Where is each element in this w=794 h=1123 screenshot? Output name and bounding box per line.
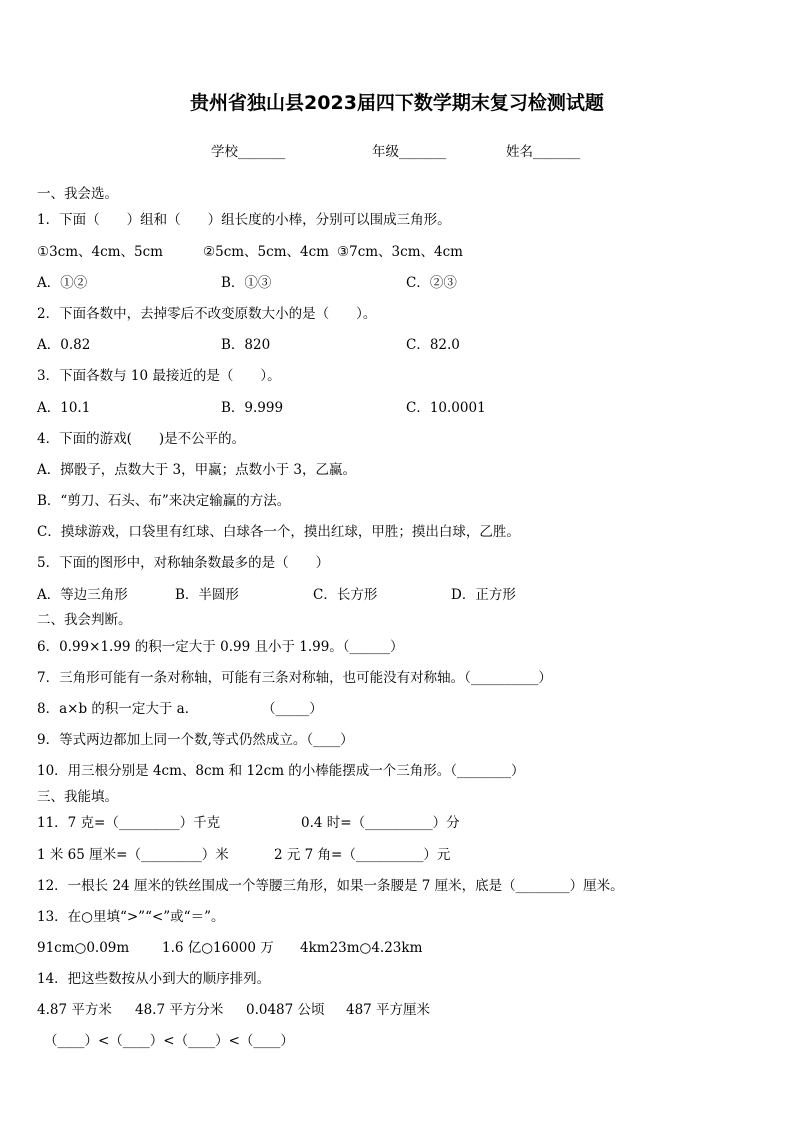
q5-option-a: A．等边三角形 (37, 587, 128, 603)
q3-option-a: A．10.1 (37, 400, 91, 416)
q14-item-2: 48.7 平方分米 (135, 1002, 224, 1018)
q1-group-3: ③7cm、3cm、4cm (337, 244, 463, 260)
school-field: 学校_______ (211, 144, 286, 160)
q13-item-2: 1.6 亿○16000 万 (162, 940, 274, 956)
q1-option-c: C．②③ (406, 275, 457, 291)
q4-stem: 4．下面的游戏( )是不公平的。 (37, 431, 246, 447)
name-field: 姓名_______ (506, 144, 581, 160)
q11-c: 1 米 65 厘米=（_________）米 (37, 847, 229, 863)
q14-item-4: 487 平方厘米 (346, 1002, 431, 1018)
q11-b: 0.4 时=（__________）分 (301, 815, 460, 831)
q8-blank: （_____） (262, 701, 323, 717)
q2-stem: 2．下面各数中，去掉零后不改变原数大小的是（ ）。 (37, 306, 377, 322)
q4-option-c: C．摸球游戏，口袋里有红球、白球各一个，摸出红球，甲胜；摸出白球，乙胜。 (37, 524, 520, 540)
q2-option-b: B．820 (221, 337, 271, 353)
q6: 6．0.99×1.99 的积一定大于 0.99 且小于 1.99。（______） (37, 639, 404, 655)
q3-option-c: C．10.0001 (406, 400, 486, 416)
q3-options (37, 396, 486, 416)
q11-d: 2 元 7 角=（__________）元 (274, 847, 451, 863)
q5-stem: 5．下面的图形中，对称轴条数最多的是（ ） (37, 555, 330, 571)
q9: 9．等式两边都加上同一个数,等式仍然成立。（____） (37, 732, 354, 748)
q3-option-b: B．9.999 (221, 400, 284, 416)
q14-item-3: 0.0487 公顷 (246, 1002, 325, 1018)
q1-group-2: ②5cm、5cm、4cm (203, 244, 329, 260)
q8 (37, 697, 323, 717)
q11-a: 11．7 克=（_________）千克 (37, 815, 221, 831)
q3-stem: 3．下面各数与 10 最接近的是（ ）。 (37, 368, 281, 384)
q14-items (37, 998, 430, 1018)
q14-stem: 14．把这些数按从小到大的顺序排列。 (37, 971, 271, 987)
section-heading-3: 三、我能填。 (37, 789, 118, 805)
q13-item-1: 91cm○0.09m (37, 940, 130, 956)
q13-item-3: 4km23m○4.23km (300, 940, 423, 956)
q13-stem: 13．在○里填“>”“<”或“＝”。 (37, 909, 225, 925)
q2-option-a: A．0.82 (37, 337, 91, 353)
grade-field: 年级_______ (372, 144, 447, 160)
q8-text: 8．a×b 的积一定大于 a． (37, 701, 199, 717)
q14-order-blanks: （____）<（____）<（____）<（____） (44, 1033, 294, 1049)
q1-options (37, 271, 457, 291)
q5-option-b: B．半圆形 (175, 587, 239, 603)
q5-option-c: C．长方形 (313, 587, 378, 603)
q2-option-c: C．82.0 (406, 337, 460, 353)
q5-option-d: D．正方形 (451, 587, 516, 603)
q1-option-a: A．①② (37, 275, 88, 291)
q4-option-a: A．掷骰子，点数大于 3，甲赢；点数小于 3，乙赢。 (37, 462, 357, 478)
q11-row-2 (37, 843, 450, 863)
q1-stem: 1．下面（ ）组和（ ）组长度的小棒，分别可以围成三角形。 (37, 212, 451, 228)
q12: 12．一根长 24 厘米的铁丝围成一个等腰三角形，如果一条腰是 7 厘米，底是（________）厘米。 (37, 878, 624, 894)
q14-item-1: 4.87 平方米 (37, 1002, 112, 1018)
section-heading-1: 一、我会选。 (37, 186, 118, 202)
q1-groups (37, 240, 463, 260)
q1-option-b: B．①③ (221, 275, 272, 291)
q10: 10．用三根分别是 4cm、8cm 和 12cm 的小棒能摆成一个三角形。（________） (37, 763, 525, 779)
q5-options (37, 583, 516, 603)
q11-row-1 (37, 811, 460, 831)
q1-group-1: ①3cm、4cm、5cm (37, 244, 163, 260)
q7: 7．三角形可能有一条对称轴，可能有三条对称轴，也可能没有对称轴。（__________） (37, 670, 552, 686)
q13-items (37, 936, 422, 956)
q4-option-b: B．“剪刀、石头、布”来决定输赢的方法。 (37, 493, 291, 509)
section-heading-2: 二、我会判断。 (37, 612, 132, 628)
page-title: 贵州省独山县2023届四下数学期末复习检测试题 (190, 92, 604, 114)
q2-options (37, 333, 460, 353)
